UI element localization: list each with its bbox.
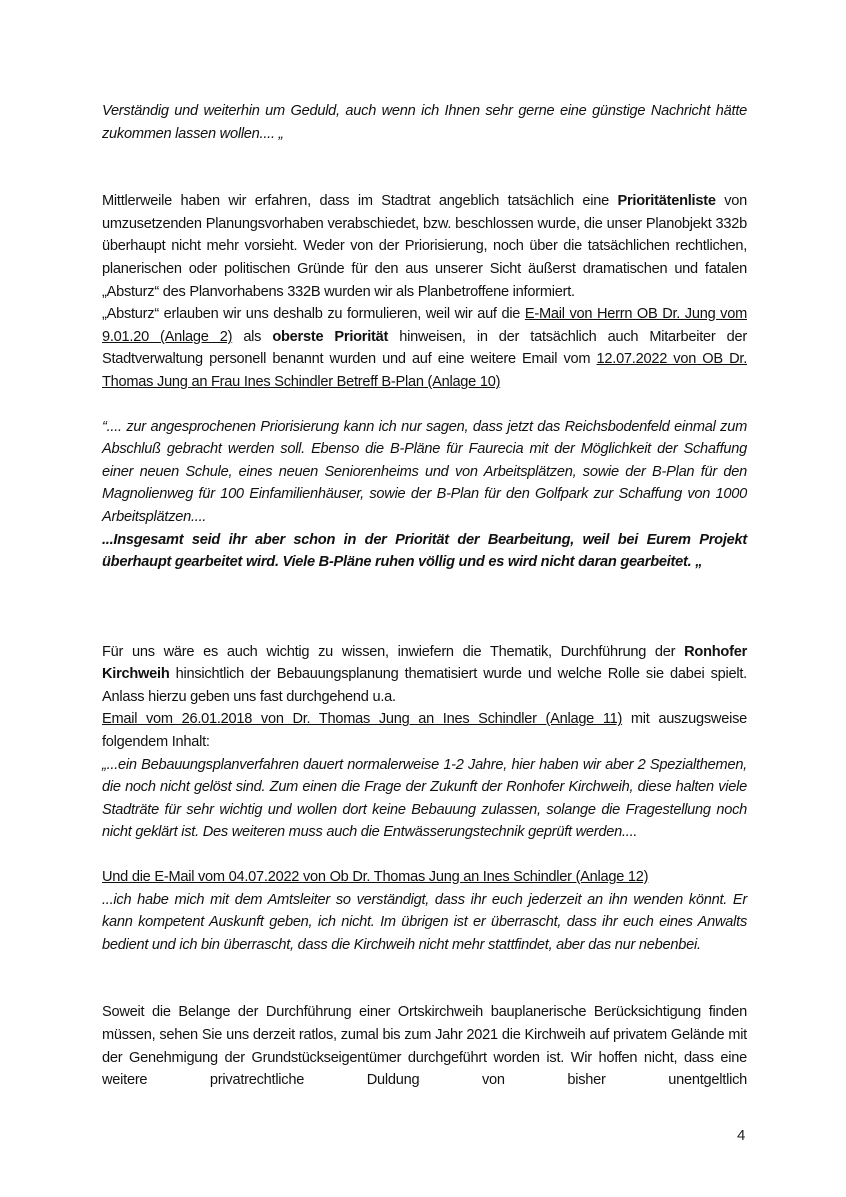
- paragraph-soweit: Soweit die Belange der Durchführung einer Ortskirchweih bauplanerische Berücksichtigung finden müssen, sehen Sie uns derzeit ratlos, zumal bis zum Jahr 2021 die Kirchweih auf privatem Gelände mit der Genehmigung der Grundstückseigentümer durchgeführt worden ist. Wir hoffen nicht, dass eine weitere privatrechtliche Duldung von bisher unentgeltlich: [102, 1004, 747, 1089]
- quote-priorisierung: “.... zur angesprochenen Priorisierung kann ich nur sagen, dass jetzt das Reichsbodenfeld einmal zum Abschluß gebracht werden soll. Ebenso die B-Pläne für Faurecia mit der Möglichkeit der Schaffung einer neuen Schule, eines neuen Seniorenheims und von Arbeitsplätzen, sowie der B-Plan für den Magnolienweg für 100 Einfamilienhäuser, sowie der B-Plan für den Golfpark zur Schaffung von 1000 Arbeitsplätzen....: [102, 418, 747, 525]
- spacer: [102, 956, 747, 1001]
- paragraph-email-anlage-11: [102, 708, 747, 753]
- text: hinsichtlich der Bebauungsplanung thematisiert wurde und welche Rolle sie dabei spielt. Anlass hierzu geben uns fast durchgehend u.a.: [102, 666, 747, 705]
- spacer: [102, 145, 747, 190]
- paragraph-absturz: [102, 303, 747, 393]
- text: Mittlerweile haben wir erfahren, dass im Stadtrat angeblich tatsächlich eine: [102, 193, 618, 210]
- bold-text-prioritaetenliste: Prioritätenliste: [617, 193, 716, 210]
- paragraph-kirchweih: [102, 641, 747, 709]
- reference-anlage-2: E-Mail von Herrn OB Dr. Jung vom 9.01.20 (Anlage 2): [102, 306, 747, 345]
- reference-anlage-10: 12.07.2022 von OB Dr. Thomas Jung an Frau Ines Schindler Betreff B-Plan (Anlage 10): [102, 351, 747, 390]
- document-page: [102, 100, 747, 1092]
- text: mit auszugsweise folgendem Inhalt:: [102, 711, 747, 751]
- text: von umzusetzenden Planungsvorhaben verabschiedet, bzw. beschlossen wurde, die unser Planobjekt 332b überhaupt nicht mehr vorsieht. Weder von der Priorisierung, noch über die tatsächlichen rechtlichen, planerischen oder politischen Gründe für den aus unserer Sicht äußerst dramatischen und fatalen „Absturz“ des Planvorhabens 332B wurden wir als Planbetroffene informiert.: [102, 193, 747, 300]
- spacer: [102, 574, 747, 641]
- paragraph-priority-list: [102, 190, 747, 303]
- reference-anlage-11: Email vom 26.01.2018 von Dr. Thomas Jung an Ines Schindler (Anlage 11): [102, 711, 623, 728]
- page-number: 4: [737, 1127, 746, 1144]
- bold-text-ronhofer-kirchweih: Ronhofer Kirchweih: [102, 643, 747, 683]
- text: als: [232, 328, 273, 345]
- quote-amtsleiter: ...ich habe mich mit dem Amtsleiter so verständigt, dass ihr euch jederzeit an ihn wenden könnt. Er kann kompetent Auskunft geben, ich nicht. Im übrigen ist er überrascht, dass ihr euch eines Anwalts bedient und ich bin überrascht, dass die Kirchweih nicht mehr stattfindet, aber das nur nebenbei.: [102, 891, 747, 953]
- quote-bebauungsplanverfahren: „...ein Bebauungsplanverfahren dauert normalerweise 1-2 Jahre, hier haben wir aber 2 Spezialthemen, die noch nicht gelöst sind. Zum einen die Frage der Zukunft der Ronhofer Kirchweih, diese halten viele Stadträte für sehr wichtig und wollen dort keine Bebauung zulassen, solange die Fragestellung noch nicht geklärt ist. Des weiteren muss auch die Entwässerungstechnik geprüft werden....: [102, 756, 747, 841]
- spacer: [102, 394, 747, 416]
- spacer: [102, 844, 747, 866]
- bold-text-oberste-prioritaet: oberste Priorität: [272, 328, 389, 345]
- quote-priorisierung-bold: ...Insgesamt seid ihr aber schon in der Priorität der Bearbeitung, weil bei Eurem Projekt überhaupt gearbeitet wird. Viele B-Pläne ruhen völlig und es wird nicht daran gearbeitet. „: [102, 531, 747, 571]
- reference-anlage-12: Und die E-Mail vom 04.07.2022 von Ob Dr. Thomas Jung an Ines Schindler (Anlage 12): [102, 869, 649, 886]
- quote-ending: Verständig und weiterhin um Geduld, auch wenn ich Ihnen sehr gerne eine günstige Nachricht hätte zukommen lassen wollen.... „: [102, 103, 747, 142]
- text: hinweisen, in der tatsächlich auch Mitarbeiter der Stadtverwaltung personell benannt wurden und auf eine weitere Email vom: [102, 328, 747, 368]
- text: Für uns wäre es auch wichtig zu wissen, inwiefern die Thematik, Durchführung der: [102, 643, 685, 660]
- text: „Absturz“ erlauben wir uns deshalb zu formulieren, weil wir auf die: [102, 306, 525, 323]
